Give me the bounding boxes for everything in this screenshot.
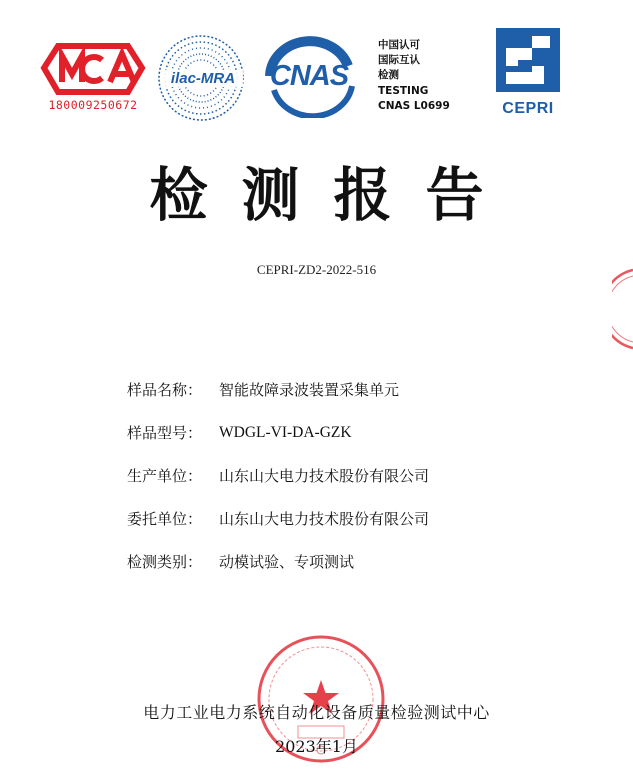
field-sample-name [127,368,429,411]
ilac-mra-text: ilac-MRA [163,70,243,87]
field-manufacturer [127,454,429,497]
ilac-mra-logo [155,34,247,122]
field-value: WDGL-VI-DA-GZK [219,423,352,441]
side-seal-fragment [612,268,633,350]
cepri-logo [492,26,564,118]
cnas-info-line: 中国认可 [378,39,420,51]
cnas-info-line: 检测 [378,69,399,82]
cma-code: 180009250672 [48,98,138,112]
cepri-text: CEPRI [502,100,554,117]
cnas-info-line: CNAS L0699 [378,99,450,112]
report-number: CEPRI-ZD2-2022-516 [256,262,377,277]
field-label: 委托单位： [127,510,203,528]
field-label: 生产单位： [127,467,203,485]
issuing-institution: 电力工业电力系统自动化设备质量检验测试中心 [143,703,490,722]
field-value: 山东山大电力技术股份有限公司 [219,510,430,528]
field-test-category [127,540,429,583]
field-value: 智能故障录波装置采集单元 [219,381,400,399]
cma-logo [38,40,148,115]
field-client [127,497,429,540]
field-label: 样品型号： [127,424,203,442]
cnas-info-line: TESTING [378,84,429,97]
field-sample-model [127,411,429,454]
field-label: 检测类别： [127,553,203,571]
cnas-accreditation-info [378,38,450,114]
field-value: 山东山大电力技术股份有限公司 [219,467,430,485]
cnas-info-line: 国际互认 [378,54,420,67]
field-label: 样品名称： [127,381,203,399]
field-value: 动模试验、专项测试 [219,553,355,571]
cnas-text: CNAS [269,60,349,92]
report-title: 检测报告 [149,161,518,229]
sample-info [127,368,429,583]
cnas-logo [256,36,362,118]
report-date: 2023年1月 [275,737,358,756]
